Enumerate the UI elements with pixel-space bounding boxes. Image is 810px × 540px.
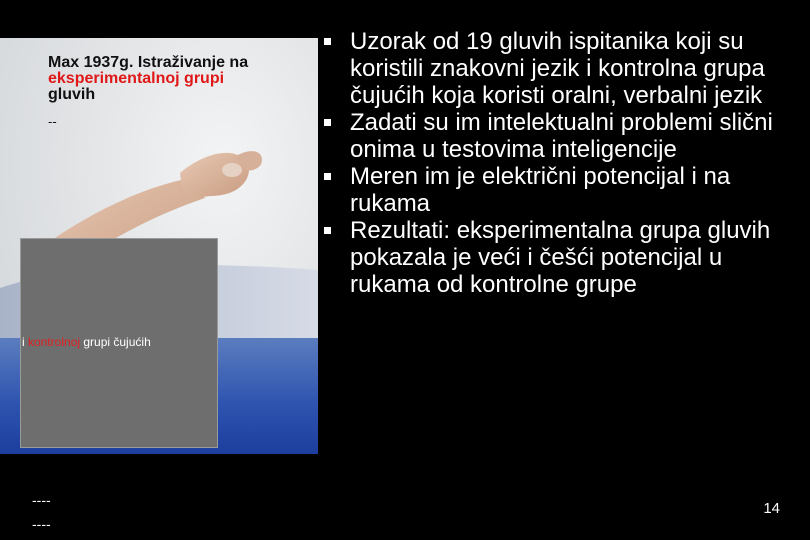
left-title-line2: eksperimentalnoj grupi xyxy=(48,70,225,87)
left-title-line1: Max 1937g. Istraživanje na xyxy=(48,54,249,71)
bullet-square-icon xyxy=(324,38,331,45)
caption-prefix: i xyxy=(22,335,28,349)
bullet-square-icon xyxy=(324,227,331,234)
bullet-item xyxy=(318,163,798,217)
bottom-dashes xyxy=(32,488,51,536)
caption-suffix: grupi čujućih xyxy=(80,335,151,349)
bullet-item xyxy=(318,109,798,163)
left-title-line3: gluvih xyxy=(48,86,96,103)
left-title xyxy=(48,55,318,103)
bullet-item xyxy=(318,217,798,298)
bottom-dash-2: ---- xyxy=(32,516,51,532)
page-number: 14 xyxy=(763,500,780,517)
caption xyxy=(22,335,151,349)
bullet-text: Rezultati: eksperimentalna grupa gluvih pokazala je veći i češći potencijal u rukama od kontrolne grupe xyxy=(350,217,771,298)
bullet-square-icon xyxy=(324,173,331,180)
bullet-text: Uzorak od 19 gluvih ispitanika koji su koristili znakovni jezik i kontrolna grupa čujućih koja koristi oralni, verbalni jezik xyxy=(350,28,765,109)
bullet-square-icon xyxy=(324,119,331,126)
bullet-list xyxy=(318,28,798,298)
bottom-dash-1: ---- xyxy=(32,492,51,508)
bullet-item xyxy=(318,28,798,109)
caption-red: kontrolnoj xyxy=(28,335,81,349)
bullet-text: Meren im je električni potencijal i na rukama xyxy=(350,163,731,217)
small-dash: -- xyxy=(48,114,57,129)
bullet-text: Zadati su im intelektualni problemi slični onima u testovima inteligencije xyxy=(350,109,773,163)
